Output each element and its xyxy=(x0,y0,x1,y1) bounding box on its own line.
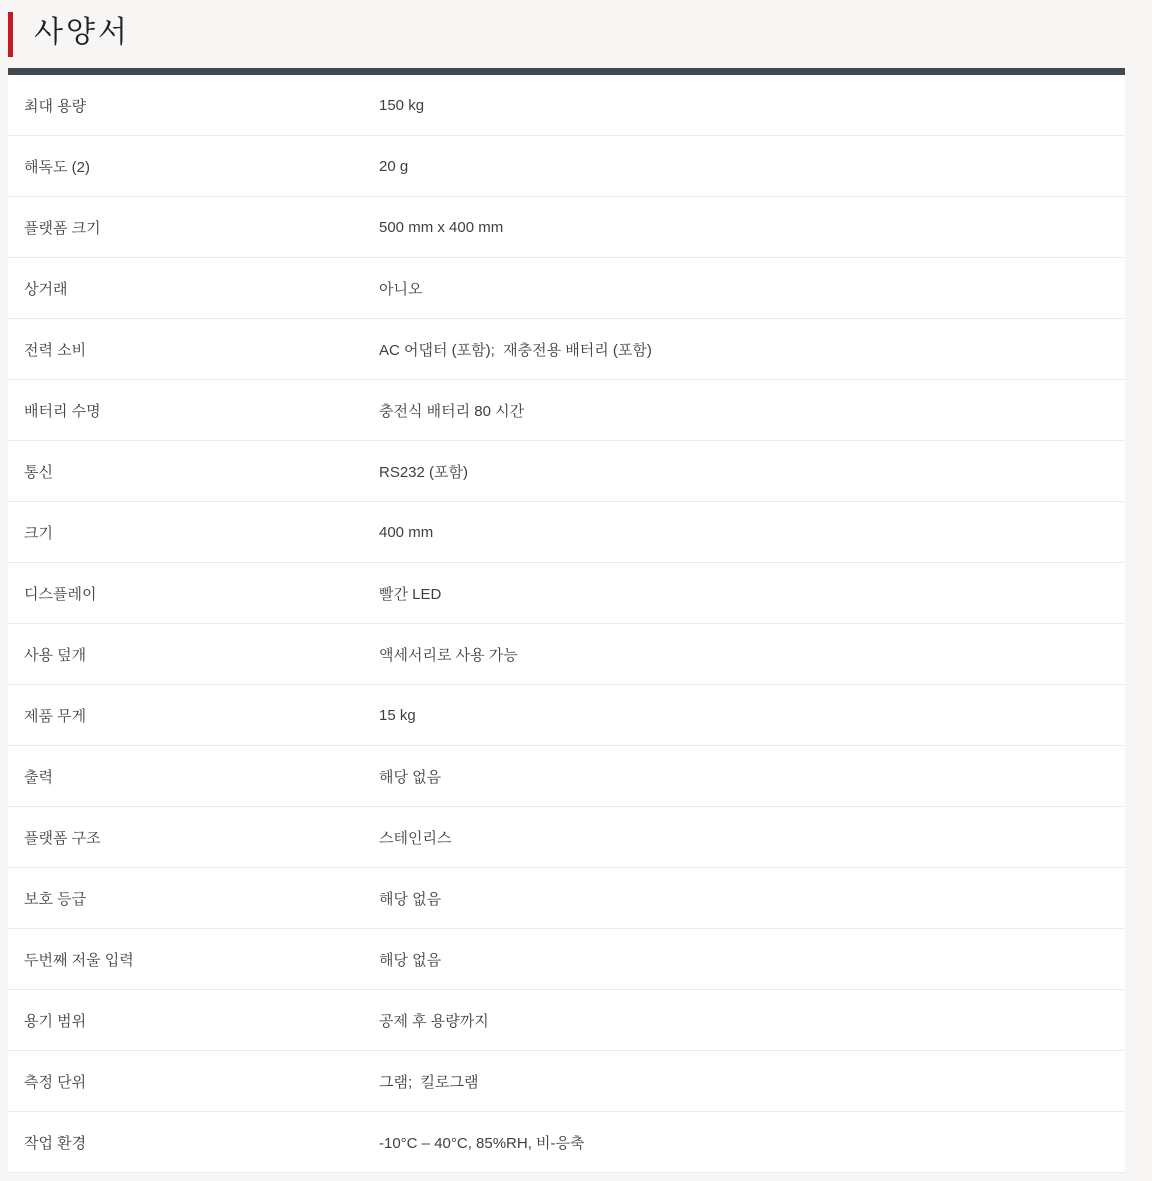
spec-label: 출력 xyxy=(24,768,53,786)
spec-value: 500 mm x 400 mm xyxy=(379,218,504,236)
spec-value: 150 kg xyxy=(379,96,425,114)
spec-value: 400 mm xyxy=(379,523,434,541)
spec-value: 20 g xyxy=(379,157,409,175)
spec-label: 최대 용량 xyxy=(24,97,87,115)
spec-value: -10°C – 40°C, 85%RH, 비-응축 xyxy=(379,1134,585,1152)
table-row xyxy=(8,685,1125,746)
spec-value: 충전식 배터리 80 시간 xyxy=(379,402,525,420)
spec-label: 두번째 저울 입력 xyxy=(24,951,134,969)
spec-value: RS232 (포함) xyxy=(379,463,469,481)
spec-value: 빨간 LED xyxy=(379,585,442,603)
spec-label: 용기 범위 xyxy=(24,1012,87,1030)
spec-value: 해당 없음 xyxy=(379,768,442,786)
spec-label: 제품 무게 xyxy=(24,707,87,725)
spec-value: 해당 없음 xyxy=(379,890,442,908)
section-header xyxy=(0,0,1152,68)
spec-label: 통신 xyxy=(24,463,53,481)
spec-label: 플랫폼 구조 xyxy=(24,829,101,847)
spec-label: 측정 단위 xyxy=(24,1073,87,1091)
spec-value: 공제 후 용량까지 xyxy=(379,1012,489,1030)
spec-value: 스테인리스 xyxy=(379,829,452,847)
table-row xyxy=(8,319,1125,380)
spec-value: 15 kg xyxy=(379,706,416,724)
table-row xyxy=(8,136,1125,197)
table-row xyxy=(8,258,1125,319)
spec-label: 크기 xyxy=(24,524,53,542)
spec-label: 해독도 (2) xyxy=(24,158,90,176)
table-row xyxy=(8,746,1125,807)
spec-value: 아니오 xyxy=(379,280,423,298)
table-row xyxy=(8,563,1125,624)
spec-label: 디스플레이 xyxy=(24,585,97,603)
table-row xyxy=(8,1112,1125,1173)
page-title: 사양서 xyxy=(34,16,130,49)
table-row xyxy=(8,441,1125,502)
table-row xyxy=(8,868,1125,929)
spec-value: 액세서리로 사용 가능 xyxy=(379,646,518,664)
table-row xyxy=(8,990,1125,1051)
table-row xyxy=(8,624,1125,685)
spec-label: 보호 등급 xyxy=(24,890,87,908)
spec-value: 해당 없음 xyxy=(379,951,442,969)
table-row xyxy=(8,197,1125,258)
spec-value: 그램; 킬로그램 xyxy=(379,1073,479,1091)
table-row xyxy=(8,75,1125,136)
accent-bar xyxy=(8,12,13,57)
spec-label: 상거래 xyxy=(24,280,68,298)
spec-label: 사용 덮개 xyxy=(24,646,87,664)
table-row xyxy=(8,807,1125,868)
table-row xyxy=(8,929,1125,990)
table-row xyxy=(8,380,1125,441)
spec-value: AC 어댑터 (포함); 재충전용 배터리 (포함) xyxy=(379,341,652,359)
spec-label: 배터리 수명 xyxy=(24,402,101,420)
table-row xyxy=(8,1051,1125,1112)
spec-label: 작업 환경 xyxy=(24,1134,87,1152)
spec-label: 전력 소비 xyxy=(24,341,87,359)
table-row xyxy=(8,502,1125,563)
spec-table xyxy=(8,75,1125,1173)
header-rule xyxy=(8,68,1125,75)
spec-label: 플랫폼 크기 xyxy=(24,219,101,237)
